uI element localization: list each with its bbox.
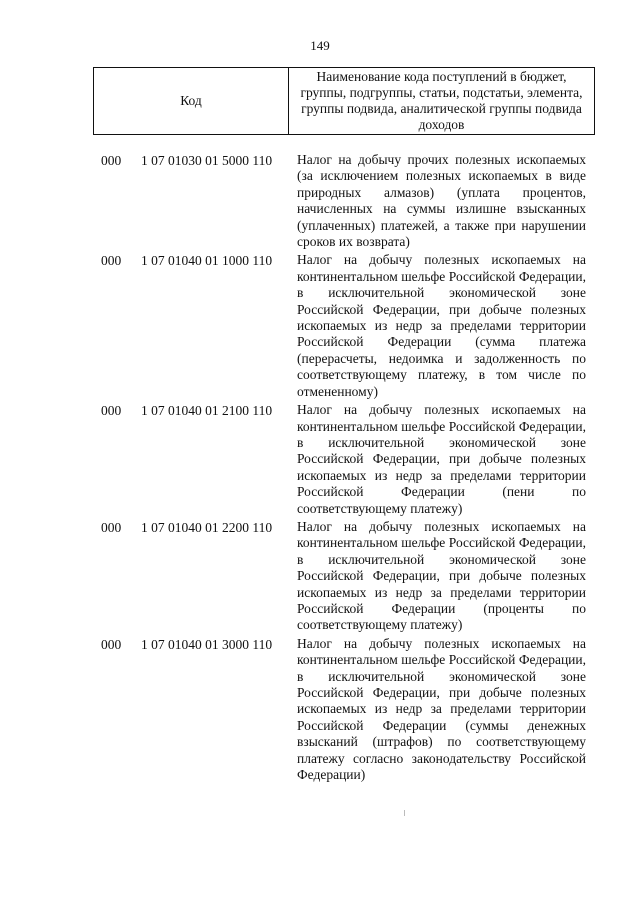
admin-code: 000 — [101, 403, 122, 419]
table-header — [93, 67, 595, 135]
income-description: Налог на добычу полезных ископаемых на континентальном шельфе Российской Федерации, в исключительной экономической зоне Российской Федерации, при добыче полезных ископаемых из недр за пределами территории Российской Федерации (сумма платежа (перерасчеты, недоимка и задолженность по соответствующему платежу, в том числе по отмененному) — [297, 252, 586, 399]
table-row — [0, 402, 640, 517]
admin-code: 000 — [101, 253, 122, 269]
admin-code: 000 — [101, 153, 122, 168]
income-code: 1 07 01040 01 1000 110 — [141, 253, 273, 269]
page-number: 149 — [310, 38, 330, 53]
table-row — [0, 519, 640, 634]
admin-code: 000 — [101, 519, 122, 535]
table-row — [0, 636, 640, 784]
income-description: Налог на добычу полезных ископаемых на континентальном шельфе Российской Федерации, в исключительной экономической зоне Российской Федерации, при добыче полезных ископаемых из недр за пределами территории Российской Федерации (проценты по соответствующему платежу) — [297, 518, 586, 633]
header-code-label: Код — [94, 68, 289, 134]
income-description: Налог на добычу полезных ископаемых на континентальном шельфе Российской Федерации, в исключительной экономической зоне Российской Федерации, при добыче полезных ископаемых из недр за пределами территории Российской Федерации (пени по соответствующему платежу) — [297, 402, 586, 516]
header-name-label: Наименование кода поступлений в бюджет, группы, подгруппы, статьи, подстатьи, элемента, группы подвида, аналитической группы подвида доходов — [300, 69, 583, 132]
admin-code: 000 — [101, 636, 122, 652]
income-code: 1 07 01040 01 3000 110 — [141, 636, 273, 652]
income-description: Налог на добычу прочих полезных ископаемых (за исключением полезных ископаемых в виде природных алмазов) (уплата процентов, начисленных на суммы излишне взысканных (уплаченных) платежей, а также при нарушении сроков их возврата) — [297, 152, 586, 250]
table-row — [0, 252, 640, 400]
scan-speck — [404, 810, 405, 816]
income-description: Налог на добычу полезных ископаемых на континентальном шельфе Российской Федерации, в исключительной экономической зоне Российской Федерации, при добыче полезных ископаемых из недр за пределами территории Российской Федерации (суммы денежных взысканий (штрафов) по соответствующему платежу согласно законодательству Российской Федерации) — [297, 635, 586, 783]
table-body — [0, 152, 640, 783]
income-code: 1 07 01040 01 2200 110 — [141, 519, 273, 535]
income-code: 1 07 01040 01 2100 110 — [141, 403, 273, 419]
income-code: 1 07 01030 01 5000 110 — [141, 153, 273, 168]
table-row — [0, 152, 640, 250]
